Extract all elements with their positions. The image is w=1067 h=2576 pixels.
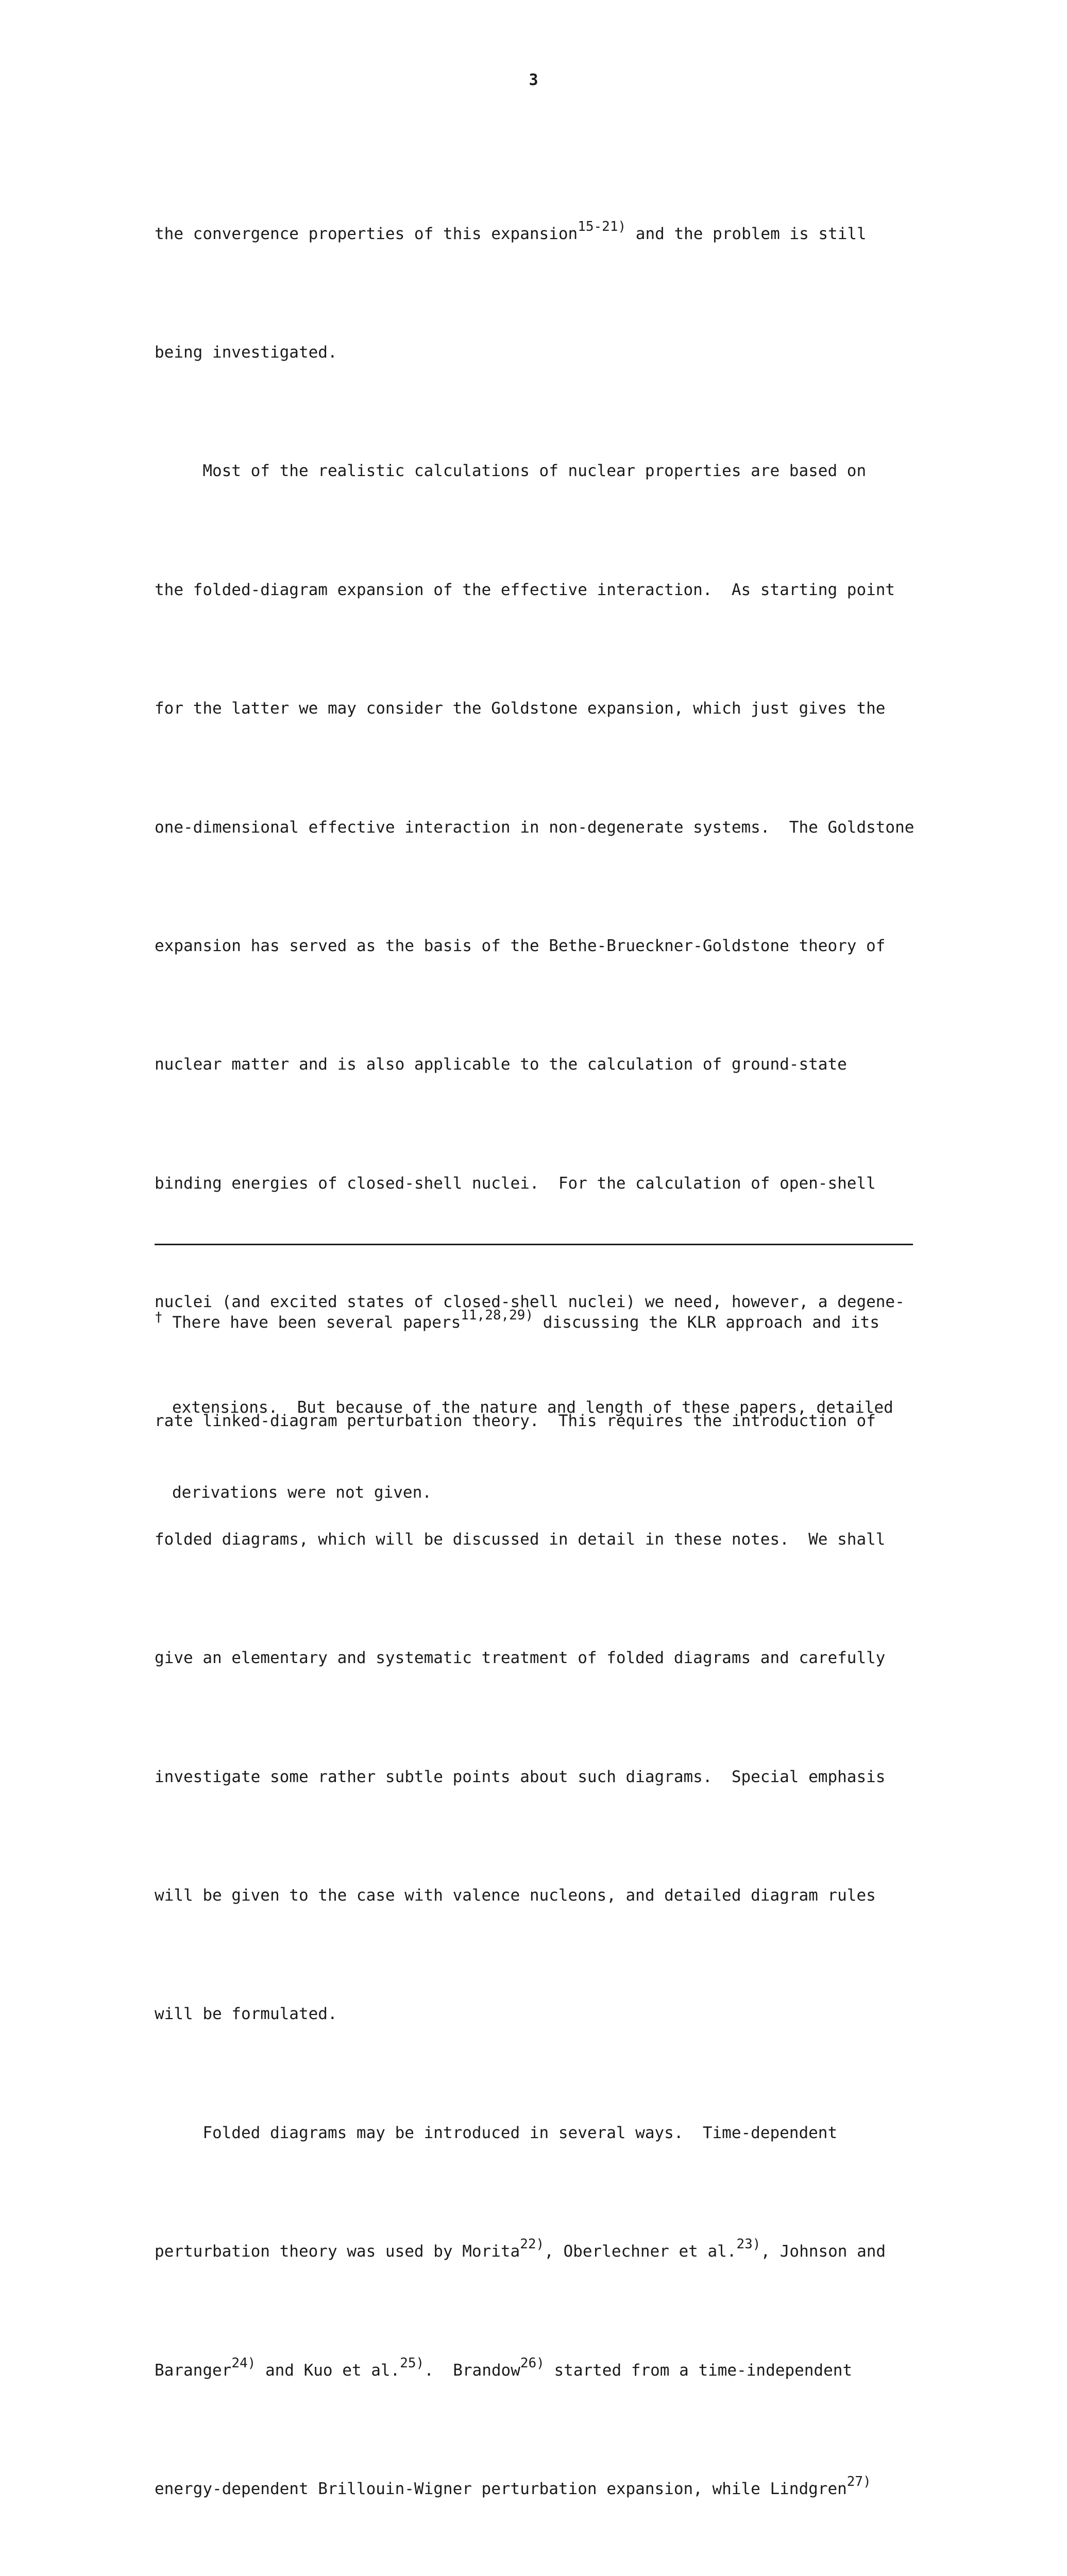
text-line: energy-dependent Brillouin-Wigner perturbation expansion, while Lindgren$^{27)}$	[155, 2474, 871, 2499]
footnote-line: extensions. But because of the nature and length of these papers, detailed	[172, 1398, 893, 1417]
text-line: give an elementary and systematic treatment of folded diagrams and carefully	[155, 1649, 886, 1668]
text-line: rate linked-diagram perturbation theory. This requires the introduction of	[155, 1411, 876, 1430]
citation-superscript: 23)	[736, 2236, 761, 2252]
text-line: for the latter we may consider the Goldstone expansion, which just gives the	[155, 699, 886, 718]
footnote-line: † There have been several papers$^{11,28,29)}$ discussing the KLR approach and its	[155, 1308, 880, 1332]
citation-superscript: 11,28,29)	[461, 1308, 534, 1323]
text-line: being investigated.	[155, 343, 337, 362]
citation-superscript: 27)	[846, 2474, 871, 2490]
citation-superscript: 24)	[231, 2355, 256, 2371]
footnote-dagger: †	[155, 1310, 163, 1325]
footnote	[155, 1252, 927, 1564]
text-line: investigate some rather subtle points about such diagrams. Special emphasis	[155, 1767, 886, 1786]
text-line: Most of the realistic calculations of nuclear properties are based on	[155, 462, 867, 481]
citation-superscript: 25)	[400, 2355, 425, 2371]
citation-superscript: 22)	[520, 2236, 545, 2252]
text-line: Folded diagrams may be introduced in several ways. Time-dependent	[155, 2123, 838, 2142]
footnote-divider	[155, 1244, 913, 1245]
text-line: perturbation theory was used by Morita$^{22)}$, Oberlechner et al.$^{23)}$, Johnson and	[155, 2236, 886, 2261]
citation-superscript: 26)	[520, 2355, 545, 2371]
text-line: the folded-diagram expansion of the effective interaction. As starting point	[155, 580, 895, 599]
text-line: expansion has served as the basis of the Bethe-Brueckner-Goldstone theory of	[155, 936, 886, 955]
text-line: will be given to the case with valence nucleons, and detailed diagram rules	[155, 1886, 876, 1905]
text-line: binding energies of closed-shell nuclei. For the calculation of open-shell	[155, 1174, 876, 1193]
text-line: nuclear matter and is also applicable to the calculation of ground-state	[155, 1055, 847, 1074]
text-line: Baranger$^{24)}$ and Kuo et al.$^{25)}$. Brandow$^{26)}$ started from a time-independent	[155, 2355, 853, 2380]
page-number: 3	[529, 71, 538, 89]
text-line: one-dimensional effective interaction in non-degenerate systems. The Goldstone	[155, 818, 914, 837]
citation-superscript: 15-21)	[578, 218, 626, 234]
text-line: the convergence properties of this expansion$^{15-21)}$ and the problem is still	[155, 218, 867, 243]
text-line: will be formulated.	[155, 2005, 337, 2024]
text-line: nuclei (and excited states of closed-shell nuclei) we need, however, a degene-	[155, 1293, 905, 1312]
text-line: folded diagrams, which will be discussed in detail in these notes. We shall	[155, 1530, 886, 1549]
footnote-line: derivations were not given.	[172, 1483, 432, 1502]
